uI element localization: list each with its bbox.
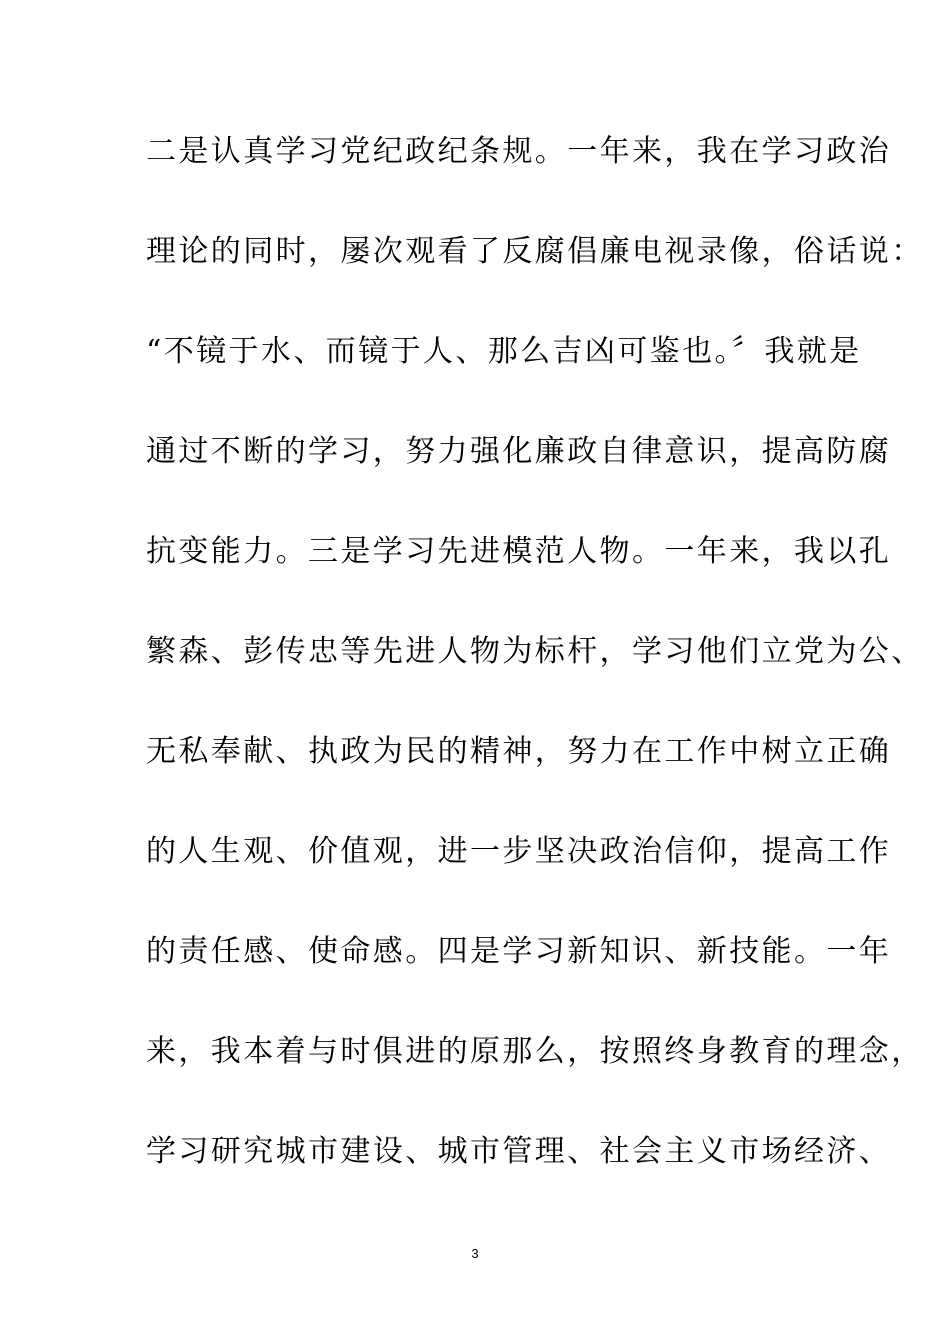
text-line: 二是认真学习党纪政纪条规。一年来，我在学习政治 — [146, 134, 892, 169]
text-line: “不镜于水、而镜于人、那么吉凶可鉴也。〞我就是 — [146, 334, 862, 369]
text-line: 理论的同时，屡次观看了反腐倡廉电视录像，俗话说： — [146, 234, 924, 269]
page-number: 3 — [471, 1246, 479, 1261]
text-line: 繁森、彭传忠等先进人物为标杆，学习他们立党为公、 — [146, 634, 924, 669]
body-text — [146, 124, 924, 1224]
text-line: 来，我本着与时俱进的原那么，按照终身教育的理念， — [146, 1034, 924, 1069]
text-line: 的责任感、使命感。四是学习新知识、新技能。一年 — [146, 934, 892, 969]
text-line: 通过不断的学习，努力强化廉政自律意识，提高防腐 — [146, 434, 892, 469]
text-line: 的人生观、价值观，进一步坚决政治信仰，提高工作 — [146, 834, 892, 869]
text-line: 抗变能力。三是学习先进模范人物。一年来，我以孔 — [146, 534, 892, 569]
text-line: 学习研究城市建设、城市管理、社会主义市场经济、 — [146, 1134, 892, 1169]
text-line: 无私奉献、执政为民的精神，努力在工作中树立正确 — [146, 734, 892, 769]
